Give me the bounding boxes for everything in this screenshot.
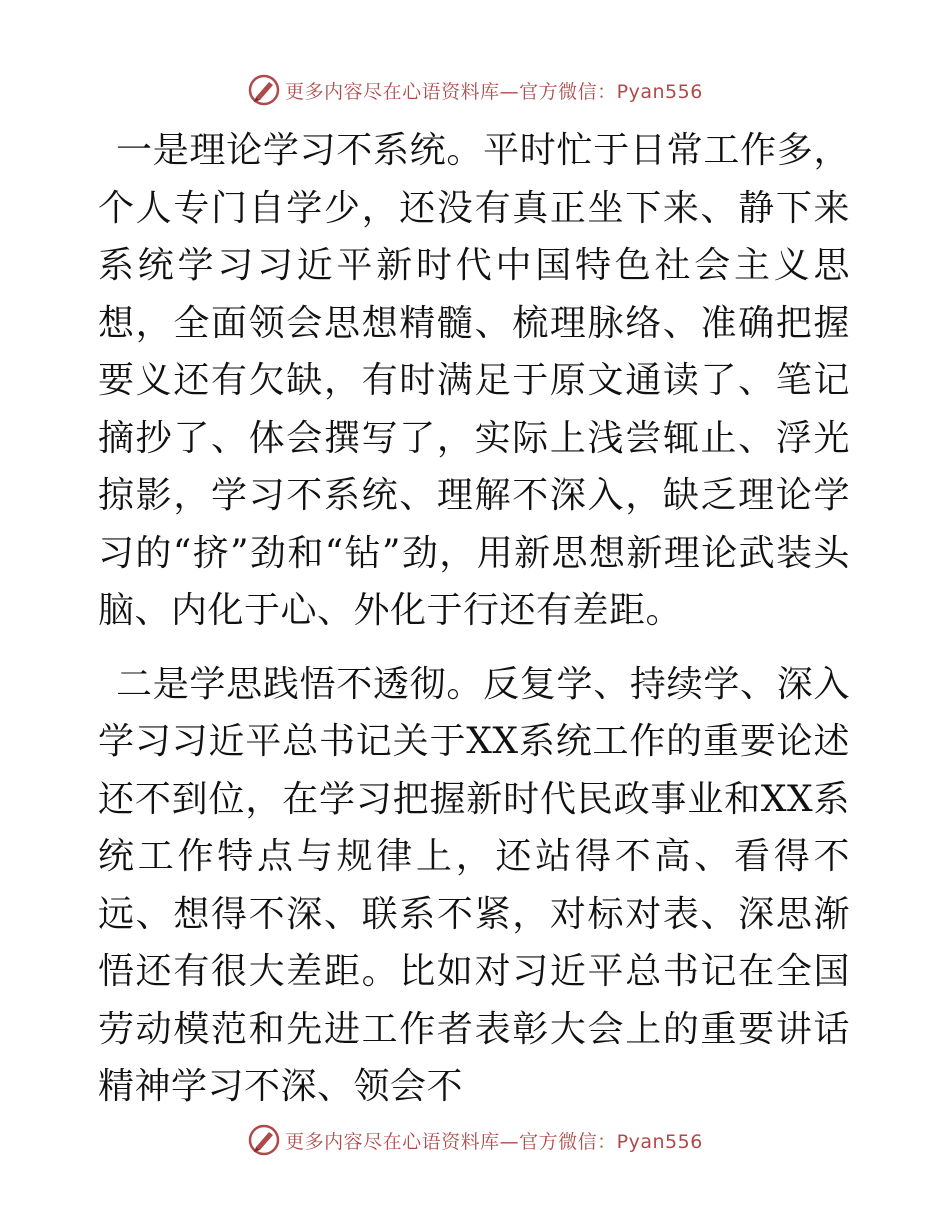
footer-banner-text: 更多内容尽在心语资料库—官方微信：Pyan556 [285,1130,703,1153]
pen-seal-icon [247,1123,281,1157]
header-banner [0,70,950,110]
document-body [98,122,850,1116]
paragraph-2: 二是学思践悟不透彻。反复学、持续学、深入学习习近平总书记关于XX系统工作的重要论述还不到位，在学习把握新时代民政事业和XX系统工作特点与规律上，还站得不高、看得不远、想得不深、联系不紧，对标对表、深思渐悟还有很大差距。比如对习近平总书记在全国劳动模范和先进工作者表彰大会上的重要讲话精神学习不深、领会不 [98,663,850,1107]
paragraph-1: 一是理论学习不系统。平时忙于日常工作多，个人专门自学少，还没有真正坐下来、静下来系统学习习近平新时代中国特色社会主义思想，全面领会思想精髓、梳理脉络、准确把握要义还有欠缺，有时满足于原文通读了、笔记摘抄了、体会撰写了，实际上浅尝辄止、浮光掠影，学习不系统、理解不深入，缺乏理论学习的“挤”劲和“钻”劲，用新思想新理论武装头脑、内化于心、外化于行还有差距。 [98,130,850,631]
header-banner-text: 更多内容尽在心语资料库—官方微信：Pyan556 [285,80,703,103]
pen-seal-icon [247,73,281,107]
footer-banner [0,1120,950,1160]
